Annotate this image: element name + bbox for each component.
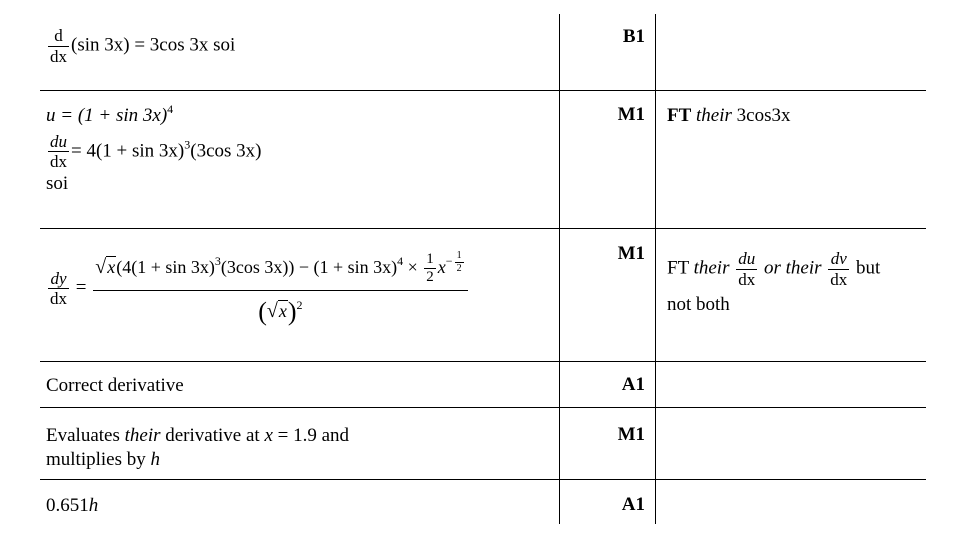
row6-working: 0.651h <box>46 495 99 516</box>
row-divider <box>40 479 926 480</box>
row6-mark: A1 <box>621 494 645 515</box>
row2-working <box>46 104 262 196</box>
row1-working <box>46 26 235 66</box>
row4-mark: A1 <box>621 374 645 395</box>
row2-mark: M1 <box>617 104 645 125</box>
row1-mark: B1 <box>622 26 645 47</box>
fraction-du-dx: $\frac{du}{dx}$ <box>738 249 756 289</box>
row-divider <box>40 228 926 229</box>
row3-comment: FT their $\frac{du}{dx}$ or their $\frac{dv}{dx}$ but not both <box>667 249 881 316</box>
row1-expression: (sin 3x) = 3cos 3x soi <box>71 34 236 56</box>
row-divider <box>40 361 926 362</box>
row2-comment: FT their 3cos3x <box>667 105 791 126</box>
row4-working: Correct derivative <box>46 375 184 396</box>
fraction-du-dx: $\frac{du}{dx}$ <box>50 131 67 172</box>
row3-working: $\frac{dy}{dx}$ = $√x(4(1 + \sin 3x)^3(3\cos$ $3x)) - (1 + \sin 3x)^4$ × $\frac{1}{2}$ $x^{- \frac{1}{2}}$ $(√x)^2$ <box>46 250 470 327</box>
fraction-d-dx: $\frac{d}{dx}$ <box>50 26 67 66</box>
row-divider <box>40 90 926 91</box>
row2-soi: soi <box>46 172 69 194</box>
column-divider <box>655 14 656 524</box>
row2-u-line: $u = (1 + \sin 3x)^4$ <box>46 102 174 126</box>
row5-mark: M1 <box>617 424 645 445</box>
quotient-rule-fraction: $√x(4(1 + \sin 3x)^3(3\cos$ $3x)) - (1 + \sin 3x)^4$ × $\frac{1}{2}$ $x^{- \frac{1}{2}}$ $(√x)^2$ <box>93 250 467 327</box>
row-divider <box>40 407 926 408</box>
fraction-dy-dx: $\frac{dy}{dx}$ <box>50 268 67 309</box>
row3-mark: M1 <box>617 243 645 264</box>
row2-derivative-line: $\frac{du}{dx}$ = $4(1 + \sin 3x)^3(3\cos$ 3x) <box>50 131 262 172</box>
row5-working: Evaluates their derivative at x = 1.9 and multiplies by h <box>46 425 350 470</box>
column-divider <box>559 14 560 524</box>
fraction-dv-dx: $\frac{dv}{dx}$ <box>830 249 848 289</box>
